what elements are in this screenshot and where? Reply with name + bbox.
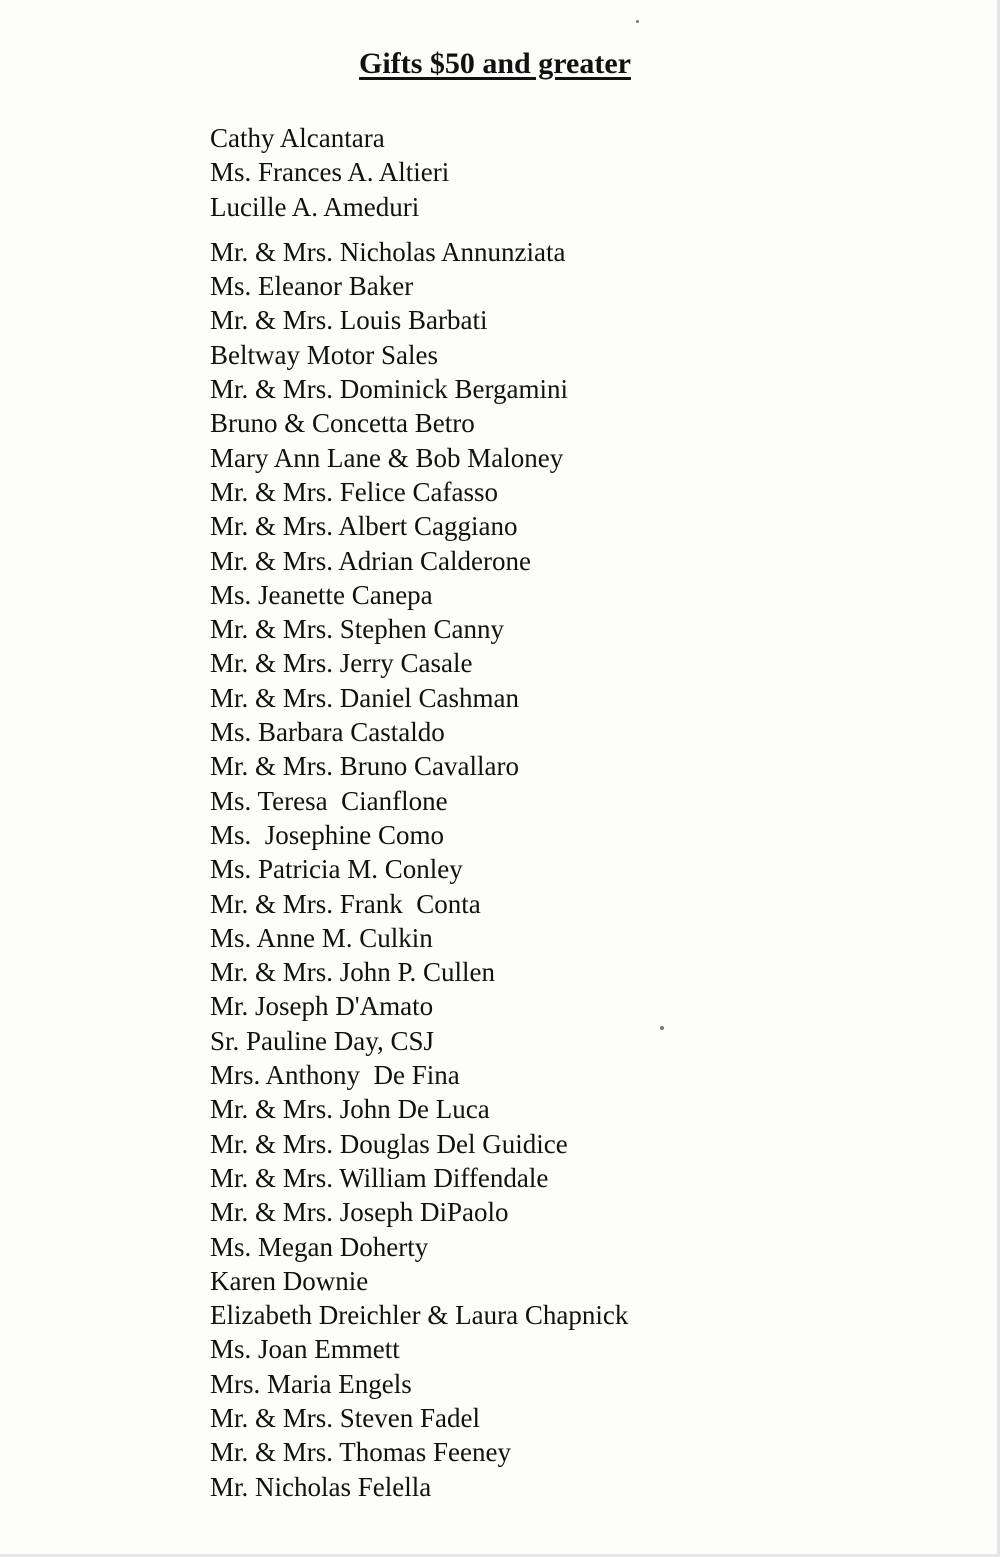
donor-name: Ms. Megan Doherty: [210, 1231, 429, 1262]
donor-name: Mr. & Mrs. Steven Fadel: [210, 1402, 480, 1433]
scan-speck: [636, 20, 639, 23]
donor-name: Ms. Frances A. Altieri: [210, 157, 450, 188]
donor-name: Mr. Joseph D'Amato: [210, 991, 434, 1022]
donor-name: Mr. & Mrs. Jerry Casale: [210, 648, 473, 679]
donor-name: Ms. Josephine Como: [210, 819, 445, 850]
donor-name: Mr. & Mrs. Albert Caggiano: [210, 511, 518, 542]
donor-name: Ms. Patricia M. Conley: [210, 854, 463, 885]
donor-name: Lucille A. Ameduri: [210, 191, 420, 222]
donor-name: Mr. Nicholas Felella: [210, 1471, 432, 1502]
donor-name: Mr. & Mrs. Stephen Canny: [210, 614, 504, 645]
page-heading: Gifts $50 and greater: [359, 47, 631, 80]
donor-name: Karen Downie: [210, 1265, 369, 1296]
donor-list: [210, 121, 628, 1504]
donor-name: Mr. & Mrs. John De Luca: [210, 1094, 490, 1125]
donor-name: Cathy Alcantara: [210, 123, 385, 153]
donor-name: Mrs. Anthony De Fina: [210, 1060, 460, 1091]
donor-name: Mr. & Mrs. Adrian Calderone: [210, 545, 531, 576]
donor-name: Ms. Barbara Castaldo: [210, 717, 445, 748]
donor-name: Mrs. Maria Engels: [210, 1368, 412, 1399]
donor-name: Mr. & Mrs. Bruno Cavallaro: [210, 751, 519, 782]
donor-name: Mr. & Mrs. Thomas Feeney: [210, 1437, 511, 1468]
donor-name: Mr. & Mrs. Douglas Del Guidice: [210, 1128, 568, 1159]
donor-name: Mr. & Mrs. Felice Cafasso: [210, 476, 498, 507]
donor-name: Mr. & Mrs. Louis Barbati: [210, 305, 488, 336]
donor-name: Mr. & Mrs. Dominick Bergamini: [210, 374, 568, 405]
donor-name: Ms. Eleanor Baker: [210, 271, 414, 302]
donor-name: Mr. & Mrs. Nicholas Annunziata: [210, 236, 566, 267]
donor-name: Mr. & Mrs. John P. Cullen: [210, 957, 496, 988]
donor-name: Beltway Motor Sales: [210, 339, 438, 370]
donor-name: Ms. Joan Emmett: [210, 1334, 400, 1365]
donor-name: Bruno & Concetta Betro: [210, 408, 475, 439]
scan-speck: [660, 1026, 664, 1030]
donor-name: Mary Ann Lane & Bob Maloney: [210, 442, 564, 473]
donor-name: Ms. Jeanette Canepa: [210, 579, 433, 610]
donor-name: Mr. & Mrs. Daniel Cashman: [210, 682, 519, 713]
donor-name: Mr. & Mrs. Joseph DiPaolo: [210, 1197, 509, 1228]
donor-name: Sr. Pauline Day, CSJ: [210, 1025, 435, 1056]
donor-name: Ms. Anne M. Culkin: [210, 922, 433, 953]
donor-name: Mr. & Mrs. William Diffendale: [210, 1162, 549, 1193]
donor-name: Elizabeth Dreichler & Laura Chapnick: [210, 1300, 629, 1331]
donor-name: Mr. & Mrs. Frank Conta: [210, 888, 481, 919]
donor-name: Ms. Teresa Cianflone: [210, 785, 448, 816]
